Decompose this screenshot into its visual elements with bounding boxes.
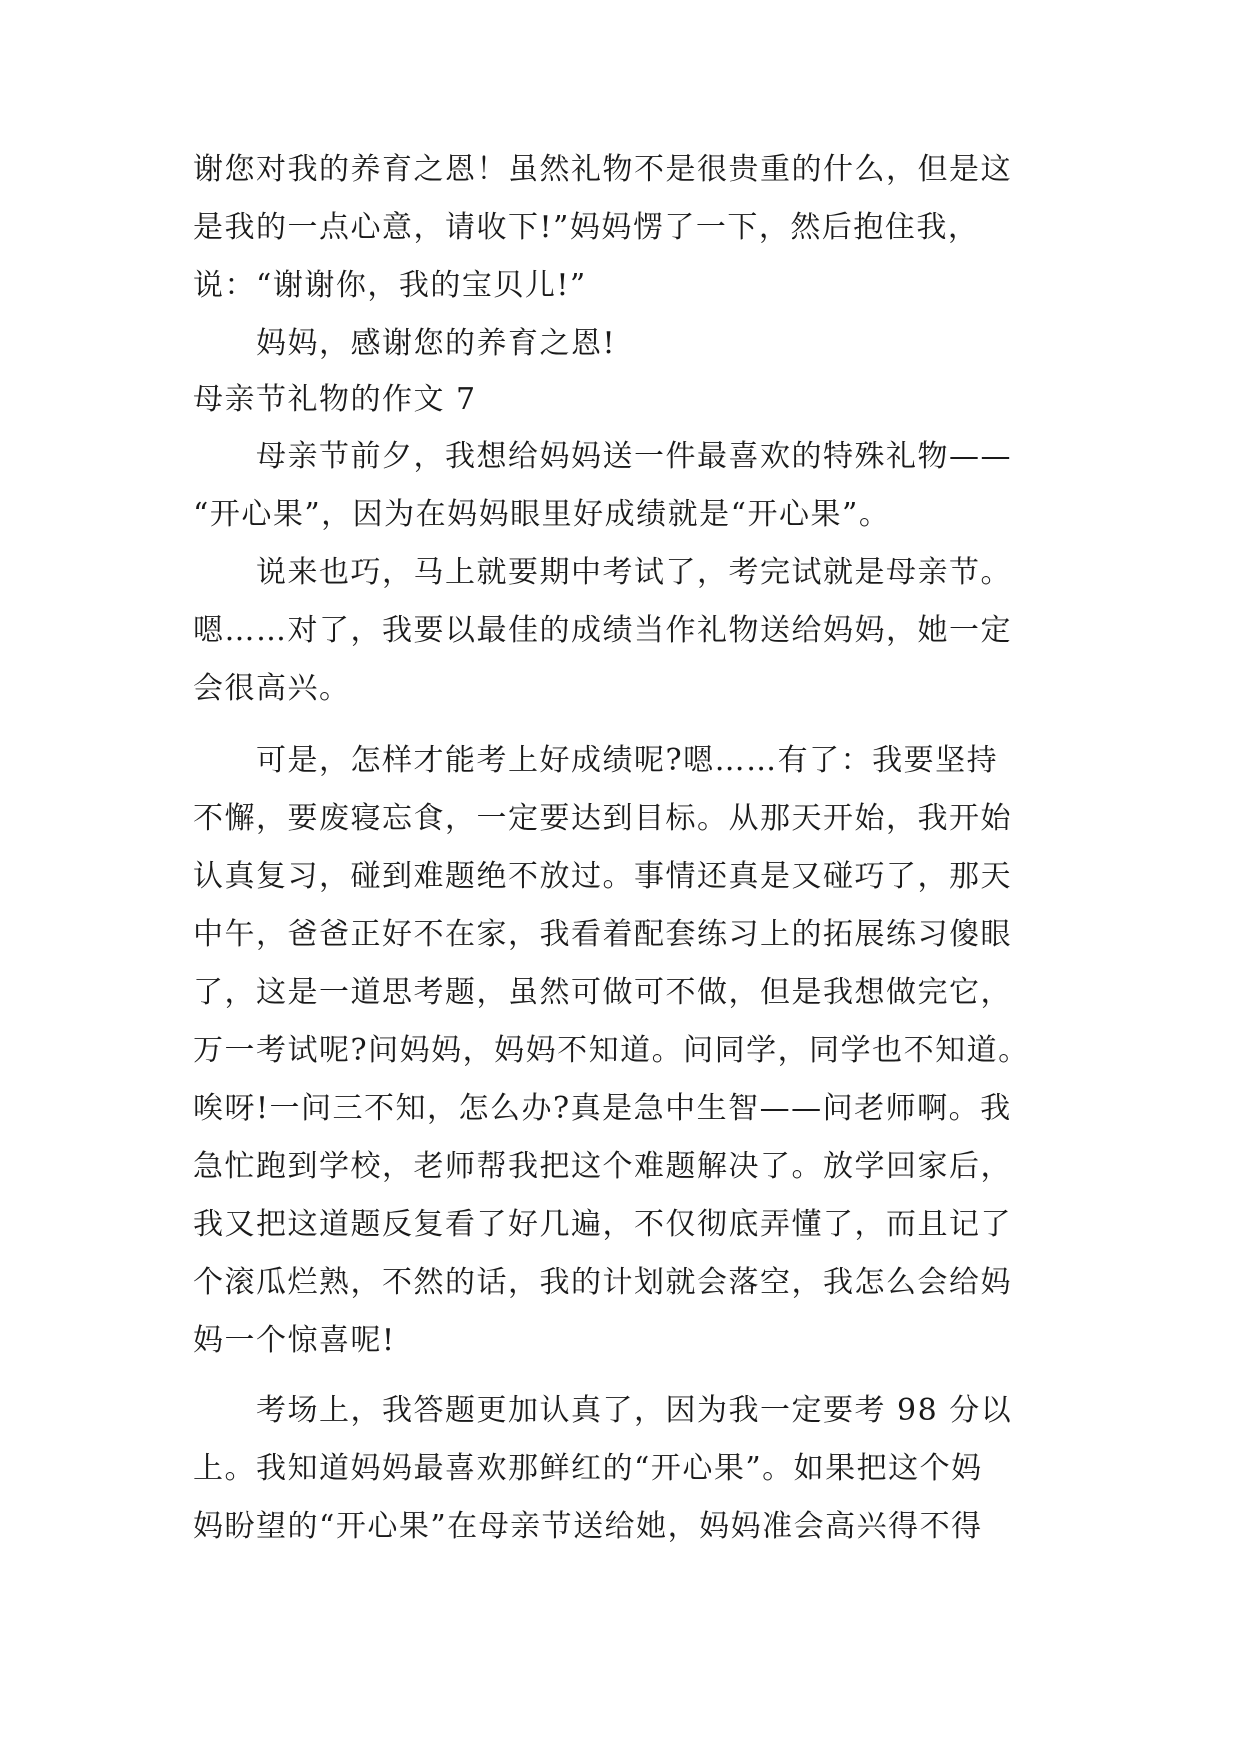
- text-line: 嗯……对了，我要以最佳的成绩当作礼物送给妈妈，她一定: [193, 613, 1012, 648]
- text-line: 不懈，要废寝忘食，一定要达到目标。从那天开始，我开始: [193, 801, 1012, 836]
- text-line: 了，这是一道思考题，虽然可做可不做，但是我想做完它，: [193, 975, 1012, 1010]
- text-line: 个滚瓜烂熟，不然的话，我的计划就会落空，我怎么会给妈: [193, 1265, 1012, 1300]
- text-line: 妈一个惊喜呢!: [193, 1323, 396, 1358]
- text-line: 谢您对我的养育之恩！虽然礼物不是很贵重的什么，但是这: [193, 152, 1012, 187]
- text-line: 妈盼望的“开心果”在母亲节送给她，妈妈准会高兴得不得: [193, 1509, 983, 1544]
- text-line: 我又把这道题反复看了好几遍，不仅彻底弄懂了，而且记了: [193, 1207, 1012, 1242]
- text-line: 是我的一点心意，请收下!”妈妈愣了一下，然后抱住我，: [193, 210, 980, 245]
- text-line: 说：“谢谢你，我的宝贝儿!”: [193, 268, 587, 303]
- text-line: 上。我知道妈妈最喜欢那鲜红的“开心果”。如果把这个妈: [193, 1451, 983, 1486]
- paragraph-line: 说来也巧，马上就要期中考试了，考完试就是母亲节。: [256, 555, 1012, 590]
- text-line: 中午，爸爸正好不在家，我看着配套练习上的拓展练习傻眼: [193, 917, 1012, 952]
- text-line: 万一考试呢?问妈妈，妈妈不知道。问同学，同学也不知道。: [193, 1033, 1030, 1068]
- text-line: 会很高兴。: [193, 671, 351, 706]
- section-heading: 母亲节礼物的作文 7: [193, 382, 477, 417]
- text-line: 唉呀!一问三不知，怎么办?真是急中生智——问老师啊。我: [193, 1091, 1012, 1126]
- paragraph-line: 母亲节前夕，我想给妈妈送一件最喜欢的特殊礼物——: [256, 439, 1012, 474]
- paragraph-line: 妈妈，感谢您的养育之恩!: [256, 326, 617, 361]
- text-line: 认真复习，碰到难题绝不放过。事情还真是又碰巧了，那天: [193, 859, 1012, 894]
- text-line: 急忙跑到学校，老师帮我把这个难题解决了。放学回家后，: [193, 1149, 1012, 1184]
- paragraph-line: 可是，怎样才能考上好成绩呢?嗯……有了：我要坚持: [256, 743, 999, 778]
- paragraph-line: 考场上，我答题更加认真了，因为我一定要考 98 分以: [256, 1393, 1013, 1428]
- text-line: “开心果”，因为在妈妈眼里好成绩就是“开心果”。: [193, 497, 891, 532]
